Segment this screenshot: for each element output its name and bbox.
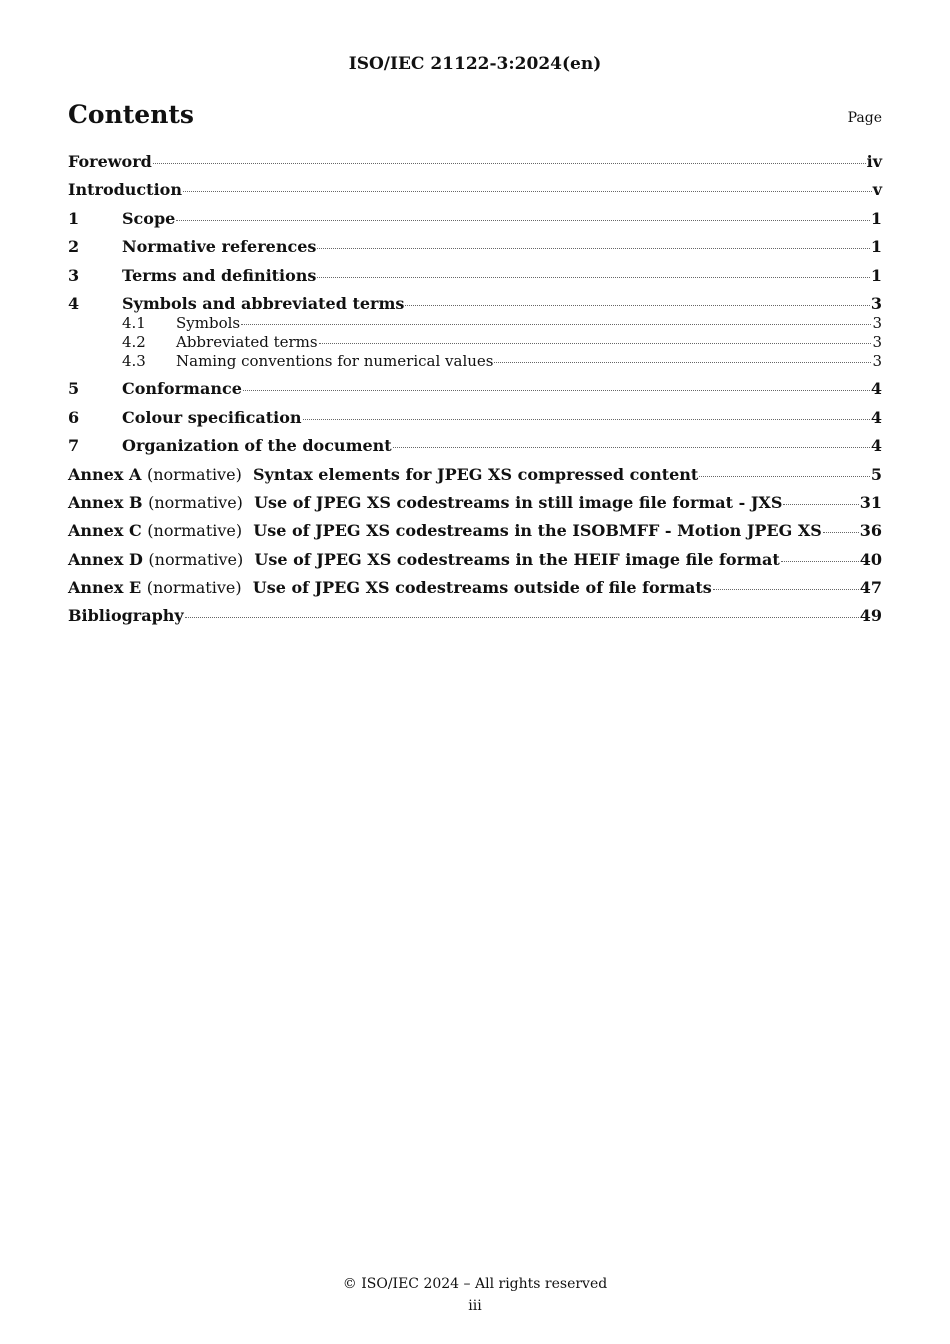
toc-annex-id: Annex A: [68, 464, 142, 484]
toc-entry-annex-b[interactable]: [68, 493, 882, 513]
toc-entry-annex-c[interactable]: [68, 521, 882, 541]
toc-entry-number: 5: [68, 379, 80, 399]
toc-annex-kind: (normative): [147, 521, 243, 541]
dot-leader: [317, 276, 869, 278]
toc-entry-scope[interactable]: [68, 209, 882, 229]
toc-entry-page: 4: [870, 407, 882, 427]
toc-entry-label: Organization of the document: [122, 436, 392, 456]
toc-annex-label: [68, 521, 822, 541]
toc-annex-kind: (normative): [146, 464, 242, 484]
toc-entry-number: 4: [68, 293, 80, 313]
toc-entry-annex-d[interactable]: [68, 550, 882, 570]
toc-annex-id: Annex E: [68, 578, 142, 598]
dot-leader: [183, 190, 872, 192]
toc-entry-number: 2: [68, 237, 80, 257]
toc-entry-page: 40: [859, 549, 882, 569]
dot-leader: [303, 418, 870, 420]
toc-entry-label: Colour specification: [122, 407, 302, 427]
dot-leader: [393, 446, 870, 448]
toc-annex-id: Annex C: [68, 521, 142, 541]
toc-entry-number: 7: [68, 436, 80, 456]
toc-entry-number: 4.3: [122, 351, 146, 370]
toc-entry-bibliography[interactable]: [68, 606, 882, 626]
dot-leader: [405, 304, 869, 306]
toc-annex-kind: (normative): [146, 578, 242, 598]
footer-page-number: iii: [468, 1298, 482, 1314]
toc-entry-label: Use of JPEG XS codestreams in the ISOBMFF - Motion JPEG XS: [253, 521, 822, 541]
dot-leader: [241, 323, 871, 325]
toc-entry-page: 1: [870, 237, 882, 257]
toc-entry-page: v: [872, 180, 882, 200]
toc-entry-label: Introduction: [68, 180, 182, 200]
toc-entry-label: Normative references: [122, 237, 317, 257]
toc-annex-id: Annex D: [68, 549, 143, 569]
contents-title: Contents: [68, 100, 195, 129]
dot-leader: [176, 219, 870, 221]
dot-leader: [823, 531, 859, 533]
toc-entry-symbols-and-abbreviated-terms[interactable]: [68, 294, 882, 314]
toc-entry-terms-and-definitions[interactable]: [68, 266, 882, 286]
toc-annex-label: [68, 465, 698, 485]
toc-annex-label: [68, 550, 780, 570]
toc-annex-kind: (normative): [148, 549, 244, 569]
toc-entry-page: 1: [870, 265, 882, 285]
toc-entry-normative-references[interactable]: [68, 237, 882, 257]
footer-copyright: © ISO/IEC 2024 – All rights reserved: [342, 1276, 608, 1292]
toc-entry-label: Use of JPEG XS codestreams in the HEIF image file format: [254, 549, 780, 569]
dot-leader: [185, 616, 859, 618]
toc-entry-page: 49: [859, 606, 882, 626]
toc-entry-label: Use of JPEG XS codestreams in still image file format - JXS: [254, 492, 783, 512]
toc-entry-page: 31: [859, 492, 882, 512]
toc-entry-page: iv: [866, 152, 882, 171]
toc-entry-page: 3: [870, 293, 882, 313]
toc-entry-page: 36: [859, 521, 882, 541]
toc-entry-label: Use of JPEG XS codestreams outside of file formats: [252, 578, 712, 598]
toc-subentry-abbreviated-terms[interactable]: [68, 333, 882, 352]
toc-entry-page: 3: [872, 332, 882, 351]
toc-entry-number: 4.1: [122, 313, 146, 332]
toc-entry-label: Symbols: [176, 313, 241, 332]
dot-leader: [783, 503, 858, 505]
toc-entry-colour-specification[interactable]: [68, 408, 882, 428]
toc-entry-page: 3: [872, 313, 882, 332]
table-of-contents: [68, 152, 882, 635]
toc-subentry-naming-conventions[interactable]: [68, 352, 882, 371]
toc-entry-introduction[interactable]: [68, 180, 882, 200]
toc-entry-page: 3: [872, 351, 882, 370]
toc-entry-number: 3: [68, 265, 80, 285]
dot-leader: [319, 342, 872, 344]
toc-annex-label: [68, 578, 712, 598]
toc-annex-kind: (normative): [148, 492, 243, 512]
toc-entry-organization-of-the-document[interactable]: [68, 436, 882, 456]
toc-entry-annex-e[interactable]: [68, 578, 882, 598]
dot-leader: [153, 162, 866, 164]
dot-leader: [317, 247, 869, 249]
dot-leader: [243, 389, 870, 391]
toc-entry-page: 47: [859, 578, 882, 598]
toc-entry-number: 6: [68, 407, 80, 427]
toc-entry-page: 4: [870, 436, 882, 456]
toc-entry-page: 4: [870, 379, 882, 399]
toc-entry-label: Symbols and abbreviated terms: [122, 293, 405, 313]
dot-leader: [781, 560, 859, 562]
dot-leader: [494, 361, 871, 363]
toc-entry-page: 5: [870, 464, 882, 484]
toc-entry-annex-a[interactable]: [68, 465, 882, 485]
toc-entry-conformance[interactable]: [68, 379, 882, 399]
dot-leader: [713, 588, 859, 590]
toc-annex-label: [68, 493, 782, 513]
document-id-header: ISO/IEC 21122-3:2024(en): [348, 54, 602, 74]
toc-entry-label: Foreword: [68, 152, 152, 171]
toc-entry-page: 1: [870, 208, 882, 228]
toc-subentry-symbols[interactable]: [68, 314, 882, 333]
dot-leader: [699, 475, 870, 477]
toc-entry-number: 4.2: [122, 332, 146, 351]
toc-entry-label: Abbreviated terms: [176, 332, 318, 351]
toc-entry-label: Scope: [122, 208, 176, 228]
toc-entry-label: Naming conventions for numerical values: [176, 351, 494, 370]
toc-entry-label: Terms and definitions: [122, 265, 317, 285]
toc-entry-label: Syntax elements for JPEG XS compressed content: [252, 464, 699, 484]
page-column-label: Page: [847, 110, 882, 126]
toc-entry-number: 1: [68, 208, 80, 228]
toc-entry-label: Bibliography: [68, 606, 184, 626]
toc-entry-foreword[interactable]: [68, 152, 882, 172]
toc-entry-label: Conformance: [122, 379, 242, 399]
toc-annex-id: Annex B: [68, 492, 143, 512]
